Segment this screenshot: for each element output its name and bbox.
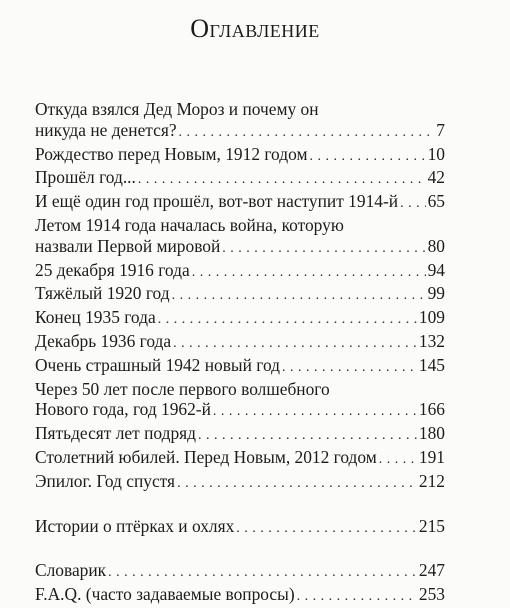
- dot-leader: [138, 167, 426, 191]
- dot-leader: [400, 191, 426, 215]
- page-number: 10: [427, 143, 445, 164]
- toc-group: [35, 560, 445, 608]
- toc-group: [35, 516, 445, 540]
- dot-leader: [297, 584, 417, 608]
- dot-leader: [179, 120, 435, 144]
- toc-entry-title: F.A.Q. (часто задаваемые вопросы): [35, 584, 295, 605]
- toc-entry-title: Откуда взялся Дед Мороз и почему он: [35, 99, 319, 119]
- toc-entry[interactable]: [35, 167, 445, 191]
- dot-leader: [282, 355, 417, 379]
- toc-entry[interactable]: [35, 423, 445, 447]
- dot-leader: [222, 236, 425, 260]
- toc-entry-title: Словарик: [35, 560, 107, 581]
- toc-entry-title: Летом 1914 года началась война, которую: [35, 214, 344, 235]
- toc-entry-title: Прошёл год...: [35, 167, 136, 188]
- table-of-contents: [35, 99, 445, 608]
- toc-entry[interactable]: [35, 379, 445, 424]
- toc-entry-title: Пятьдесят лет подряд: [35, 423, 196, 444]
- dot-leader: [177, 471, 417, 495]
- toc-entry[interactable]: [35, 283, 445, 307]
- page-number: 42: [427, 167, 445, 188]
- toc-entry[interactable]: [35, 191, 445, 215]
- toc-entry-title: 25 декабря 1916 года: [35, 259, 190, 280]
- dot-leader: [198, 423, 417, 447]
- dot-leader: [309, 144, 425, 168]
- toc-entry[interactable]: [35, 99, 445, 144]
- page-number: 7: [436, 119, 445, 140]
- toc-entry-title: Через 50 лет после первого волшебного: [35, 378, 330, 399]
- page-number: 65: [427, 191, 445, 212]
- toc-entry-title: Нового года, год 1962-й: [35, 399, 211, 420]
- page-number: 215: [418, 515, 445, 536]
- toc-entry-title: никуда не денется?: [35, 119, 177, 140]
- toc-entry-title: Истории о птёрках и охлях: [35, 515, 235, 536]
- toc-entry[interactable]: [35, 516, 445, 540]
- toc-entry[interactable]: [35, 560, 445, 584]
- toc-entry[interactable]: [35, 471, 445, 495]
- toc-entry[interactable]: [35, 331, 445, 355]
- page-number: 180: [418, 423, 445, 444]
- toc-entry[interactable]: [35, 307, 445, 331]
- dot-leader: [379, 447, 417, 471]
- toc-entry-title: И ещё один год прошёл, вот-вот наступит 1914-й: [35, 191, 399, 212]
- dot-leader: [213, 399, 417, 423]
- page-number: 191: [418, 446, 445, 467]
- page-number: 80: [427, 235, 445, 256]
- toc-entry[interactable]: [35, 447, 445, 471]
- toc-entry-title: Столетний юбилей. Перед Новым, 2012 годом: [35, 446, 377, 467]
- toc-entry-title: назвали Первой мировой: [35, 235, 221, 256]
- toc-entry-title: Тяжёлый 1920 год: [35, 283, 170, 304]
- page-title: Оглавление: [190, 14, 320, 43]
- toc-entry[interactable]: [35, 584, 445, 608]
- toc-entry-title: Очень страшный 1942 новый год: [35, 354, 281, 375]
- page-number: 212: [418, 470, 445, 491]
- toc-entry[interactable]: [35, 215, 445, 260]
- dot-leader: [192, 260, 426, 284]
- dot-leader: [173, 331, 417, 355]
- toc-entry-title: Декабрь 1936 года: [35, 330, 172, 351]
- page-number: 132: [418, 330, 445, 351]
- page-number: 247: [418, 560, 445, 581]
- toc-entry-title: Рождество перед Новым, 1912 годом: [35, 143, 308, 164]
- page-number: 166: [418, 399, 445, 420]
- dot-leader: [158, 307, 417, 331]
- toc-entry[interactable]: [35, 144, 445, 168]
- page-number: 94: [427, 259, 445, 280]
- page-number: 99: [427, 283, 445, 304]
- page-number: 109: [418, 307, 445, 328]
- toc-entry[interactable]: [35, 260, 445, 284]
- toc-entry-title: Эпилог. Год спустя: [35, 470, 176, 491]
- dot-leader: [236, 516, 417, 540]
- toc-entry[interactable]: [35, 355, 445, 379]
- dot-leader: [172, 283, 426, 307]
- toc-group: [35, 99, 445, 495]
- page-number: 253: [418, 584, 445, 605]
- toc-entry-title: Конец 1935 года: [35, 307, 156, 328]
- dot-leader: [108, 560, 417, 584]
- page-number: 145: [418, 354, 445, 375]
